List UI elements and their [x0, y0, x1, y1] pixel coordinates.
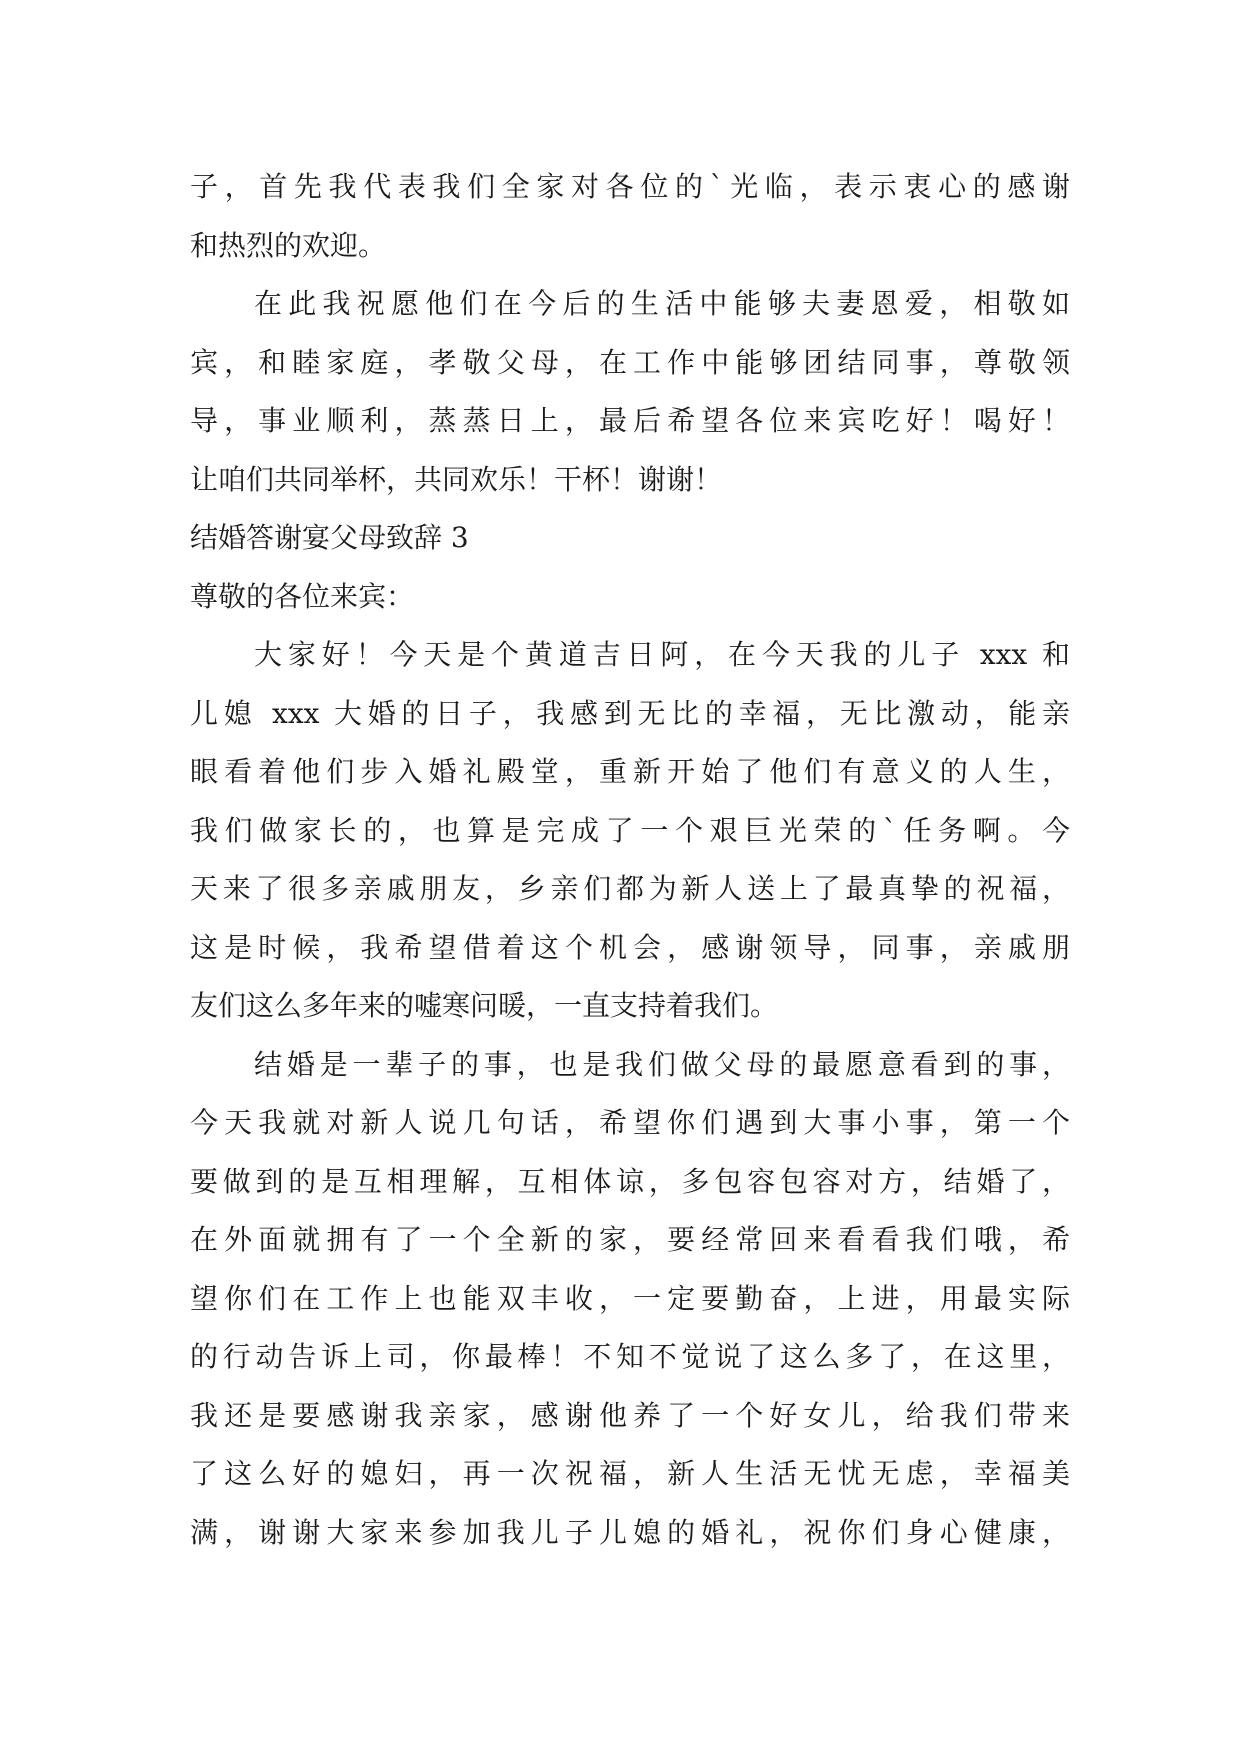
text-line: 在外面就拥有了一个全新的家，要经常回来看看我们哦，希	[190, 1223, 1070, 1256]
text-line: 和热烈的欢迎。	[190, 228, 387, 262]
text-line: 了这么好的媳妇，再一次祝福，新人生活无忧无虑，幸福美	[190, 1457, 1070, 1490]
paragraph-first-line: 大家好！今天是个黄道吉日阿，在今天我的儿子 xxx 和	[254, 638, 1070, 671]
text-line: 我们做家长的，也算是完成了一个艰巨光荣的`任务啊。今	[190, 813, 1070, 847]
text-line: 今天我就对新人说几句话，希望你们遇到大事小事，第一个	[190, 1106, 1070, 1139]
paragraph-first-line: 结婚是一辈子的事，也是我们做父母的最愿意看到的事，	[254, 1047, 1070, 1081]
text-line: 友们这么多年来的嘘寒问暖，一直支持着我们。	[190, 989, 779, 1022]
text-line: 让咱们共同举杯，共同欢乐！干杯！谢谢！	[190, 462, 723, 496]
text-line: 望你们在工作上也能双丰收，一定要勤奋，上进，用最实际	[190, 1281, 1070, 1315]
text-line: 天来了很多亲戚朋友，乡亲们都为新人送上了最真挚的祝福，	[190, 872, 1070, 905]
text-line: 要做到的是互相理解，互相体谅，多包容包容对方，结婚了，	[190, 1164, 1070, 1198]
document-body	[190, 158, 1070, 1562]
paragraph-first-line: 在此我祝愿他们在今后的生活中能够夫妻恩爱，相敬如	[254, 287, 1070, 320]
salutation: 尊敬的各位来宾：	[190, 579, 415, 613]
text-line: 我还是要感谢我亲家，感谢他养了一个好女儿，给我们带来	[190, 1398, 1070, 1432]
text-line: 的行动告诉上司，你最棒！不知不觉说了这么多了，在这里，	[190, 1340, 1070, 1373]
text-line: 眼看着他们步入婚礼殿堂，重新开始了他们有意义的人生，	[190, 755, 1070, 788]
text-line: 儿媳 xxx 大婚的日子，我感到无比的幸福，无比激动，能亲	[190, 696, 1070, 730]
section-heading: 结婚答谢宴父母致辞 3	[190, 521, 469, 554]
text-line: 这是时候，我希望借着这个机会，感谢领导，同事，亲戚朋	[190, 930, 1070, 964]
text-line: 导，事业顺利，蒸蒸日上，最后希望各位来宾吃好！喝好！	[190, 404, 1070, 437]
text-line: 满，谢谢大家来参加我儿子儿媳的婚礼，祝你们身心健康，	[190, 1515, 1070, 1549]
text-line: 子，首先我代表我们全家对各位的`光临，表示衷心的感谢	[190, 170, 1070, 203]
text-line: 宾，和睦家庭，孝敬父母，在工作中能够团结同事，尊敬领	[190, 345, 1070, 379]
